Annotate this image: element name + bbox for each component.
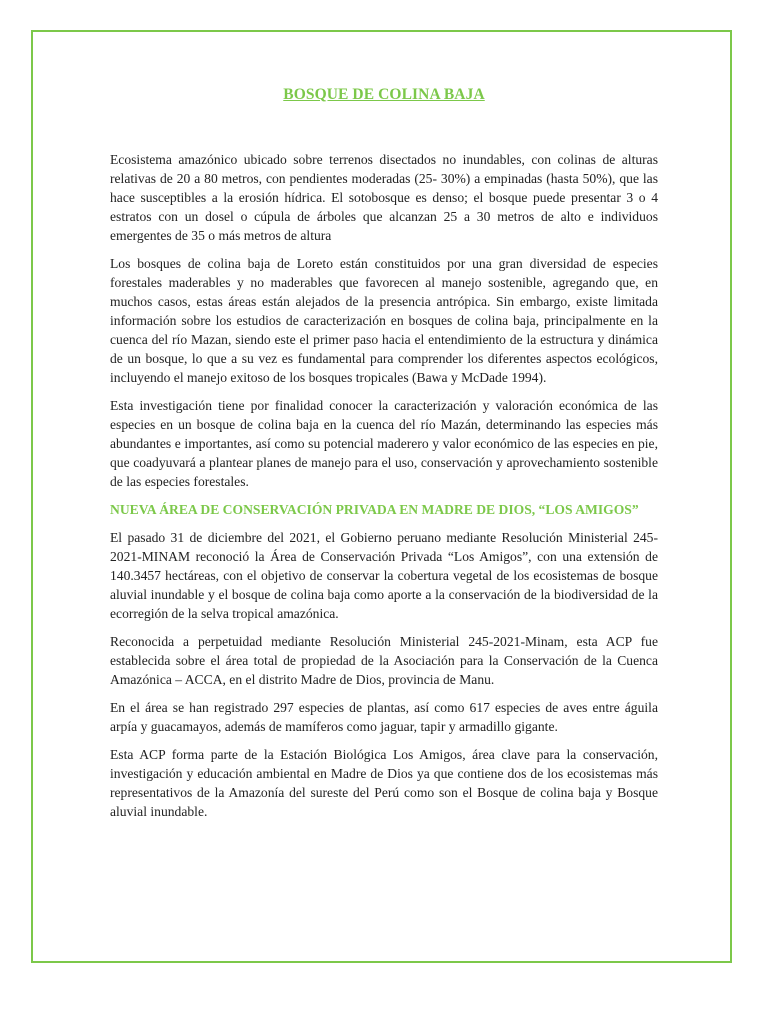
document-title: BOSQUE DE COLINA BAJA <box>283 86 485 103</box>
paragraph-species: En el área se han registrado 297 especies de plantas, así como 617 especies de aves entre águila arpía y guacamayos, además de mamíferos como jaguar, tapir y armadillo gigante. <box>110 700 658 734</box>
document-body <box>110 86 658 830</box>
paragraph-biological-station: Esta ACP forma parte de la Estación Biológica Los Amigos, área clave para la conservación, investigación y educación ambiental en Madre de Dios ya que contiene dos de los ecosistemas más representativos de la Amazonía del sureste del Perú como son el Bosque de colina baja y Bosque aluvial inundable. <box>110 747 658 819</box>
paragraph-resolution: El pasado 31 de diciembre del 2021, el Gobierno peruano mediante Resolución Ministerial 245-2021-MINAM reconoció la Área de Conservación Privada “Los Amigos”, con una extensión de 140.3457 hectáreas, con el objetivo de conservar la cobertura vegetal de los ecosistemas de bosque aluvial inundable y el bosque de colina baja como aporte a la conservación de la biodiversidad de la ecorregión de la selva tropical amazónica. <box>110 530 658 621</box>
paragraph-perpetuity: Reconocida a perpetuidad mediante Resolución Ministerial 245-2021-Minam, esta ACP fue establecida sobre el área total de propiedad de la Asociación para la Conservación de la Cuenca Amazónica – ACCA, en el distrito Madre de Dios, provincia de Manu. <box>110 634 658 687</box>
section-heading-los-amigos: NUEVA ÁREA DE CONSERVACIÓN PRIVADA EN MADRE DE DIOS, “LOS AMIGOS” <box>110 502 639 517</box>
paragraph-ecosystem: Ecosistema amazónico ubicado sobre terrenos disectados no inundables, con colinas de alturas relativas de 20 a 80 metros, con pendientes moderadas (25- 30%) a empinadas (hasta 50%), que las hace susceptibles a la erosión hídrica. El sotobosque es denso; el bosque puede presentar 3 o 4 estratos con un dosel o cúpula de árboles que alcanzan 25 a 30 metros de alto e individuos emergentes de 35 o más metros de altura <box>110 152 658 243</box>
paragraph-research-aim: Esta investigación tiene por finalidad conocer la caracterización y valoración económica de las especies en un bosque de colina baja en la cuenca del río Mazán, determinando las especies más abundantes e importantes, así como su potencial maderero y valor económico de las especies en pie, que coadyuvará a plantear planes de manejo para el uso, conservación y aprovechamiento sostenible de las especies forestales. <box>110 398 658 489</box>
paragraph-loreto-forests: Los bosques de colina baja de Loreto están constituidos por una gran diversidad de especies forestales maderables y no maderables que favorecen al manejo sostenible, agregando que, en muchos casos, estas áreas están alejados de la presencia antrópica. Sin embargo, existe limitada información sobre los estudios de caracterización en bosques de colina baja, principalmente en la cuenca del río Mazan, siendo este el primer paso hacia el entendimiento de la estructura y dinámica de un bosque, lo que a su vez es fundamental para comprender los diferentes aspectos ecológicos, incluyendo el manejo exitoso de los bosques tropicales (Bawa y McDade 1994). <box>110 256 658 385</box>
